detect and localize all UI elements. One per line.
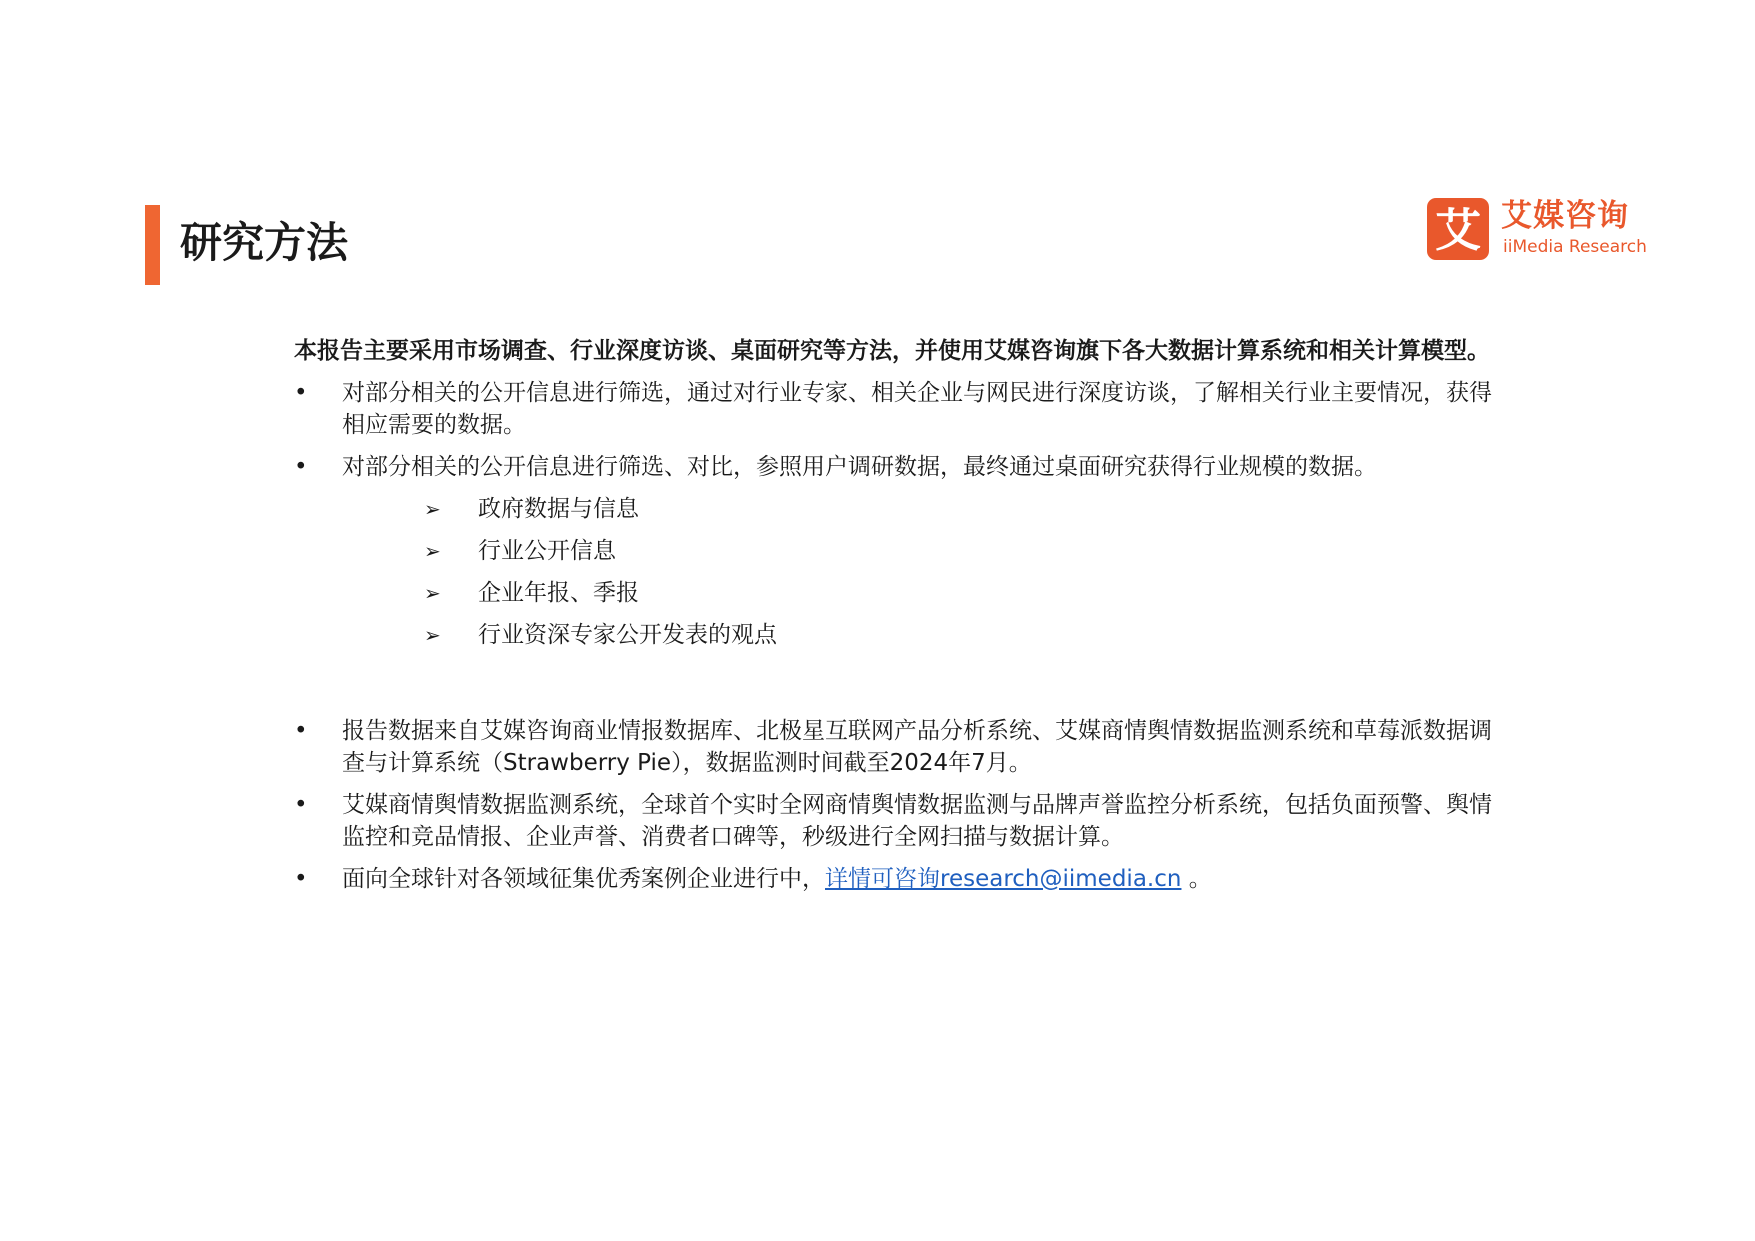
- bullet-icon: •: [294, 792, 308, 818]
- bullet-icon: •: [294, 454, 308, 480]
- list-item: [294, 715, 1514, 779]
- list-item-text: 对部分相关的公开信息进行筛选，通过对行业专家、相关企业与网民进行深度访谈，了解相关行业主要情况，获得相应需要的数据。: [342, 380, 1492, 438]
- arrow-bullet-icon: ➢: [424, 623, 441, 647]
- logo-mark-icon: [1427, 198, 1489, 260]
- list-item-text: 报告数据来自艾媒咨询商业情报数据库、北极星互联网产品分析系统、艾媒商情舆情数据监测系统和草莓派数据调查与计算系统（Strawberry Pie），数据监测时间截至2024年7月。: [342, 718, 1492, 776]
- bullet-icon: •: [294, 866, 308, 892]
- list-item-text: 艾媒商情舆情数据监测系统，全球首个实时全网商情舆情数据监测与品牌声誉监控分析系统，包括负面预警、舆情监控和竞品情报、企业声誉、消费者口碑等，秒级进行全网扫描与数据计算。: [342, 792, 1492, 850]
- sub-list-item-text: 企业年报、季报: [478, 580, 639, 606]
- main-content: [294, 335, 1514, 905]
- sub-list: [294, 493, 1514, 661]
- list-item-suffix: 。: [1181, 866, 1212, 892]
- arrow-bullet-icon: ➢: [424, 581, 441, 605]
- list-item: [294, 377, 1514, 441]
- arrow-bullet-icon: ➢: [424, 539, 441, 563]
- sub-list-item: [294, 577, 1514, 619]
- logo-chinese-name: 艾媒咨询: [1501, 198, 1629, 234]
- logo-mark-glyph: [1427, 198, 1489, 260]
- logo-english-name: iiMedia Research: [1503, 237, 1647, 257]
- intro-paragraph: 本报告主要采用市场调查、行业深度访谈、桌面研究等方法，并使用艾媒咨询旗下各大数据计算系统和相关计算模型。: [294, 338, 1490, 364]
- svg-text:艾: 艾: [1435, 203, 1481, 257]
- sub-list-item-text: 行业公开信息: [478, 538, 616, 564]
- title-accent-bar: [145, 205, 160, 285]
- sub-list-item: [294, 535, 1514, 577]
- contact-email-link[interactable]: 详情可咨询research@iimedia.cn: [825, 866, 1182, 892]
- page-title: 研究方法: [180, 218, 349, 267]
- list-item: [294, 863, 1514, 895]
- sub-list-item: [294, 493, 1514, 535]
- sub-list-item-text: 行业资深专家公开发表的观点: [478, 622, 777, 648]
- list-item: [294, 451, 1514, 483]
- list-item-text: 对部分相关的公开信息进行筛选、对比，参照用户调研数据，最终通过桌面研究获得行业规模的数据。: [342, 454, 1377, 480]
- bullet-icon: •: [294, 718, 308, 744]
- sub-list-item-text: 政府数据与信息: [478, 496, 639, 522]
- bullet-icon: •: [294, 380, 308, 406]
- spacer: [294, 661, 1514, 715]
- sub-list-item: [294, 619, 1514, 661]
- list-item-text: 面向全球针对各领域征集优秀案例企业进行中，: [342, 866, 825, 892]
- list-item: [294, 789, 1514, 853]
- arrow-bullet-icon: ➢: [424, 497, 441, 521]
